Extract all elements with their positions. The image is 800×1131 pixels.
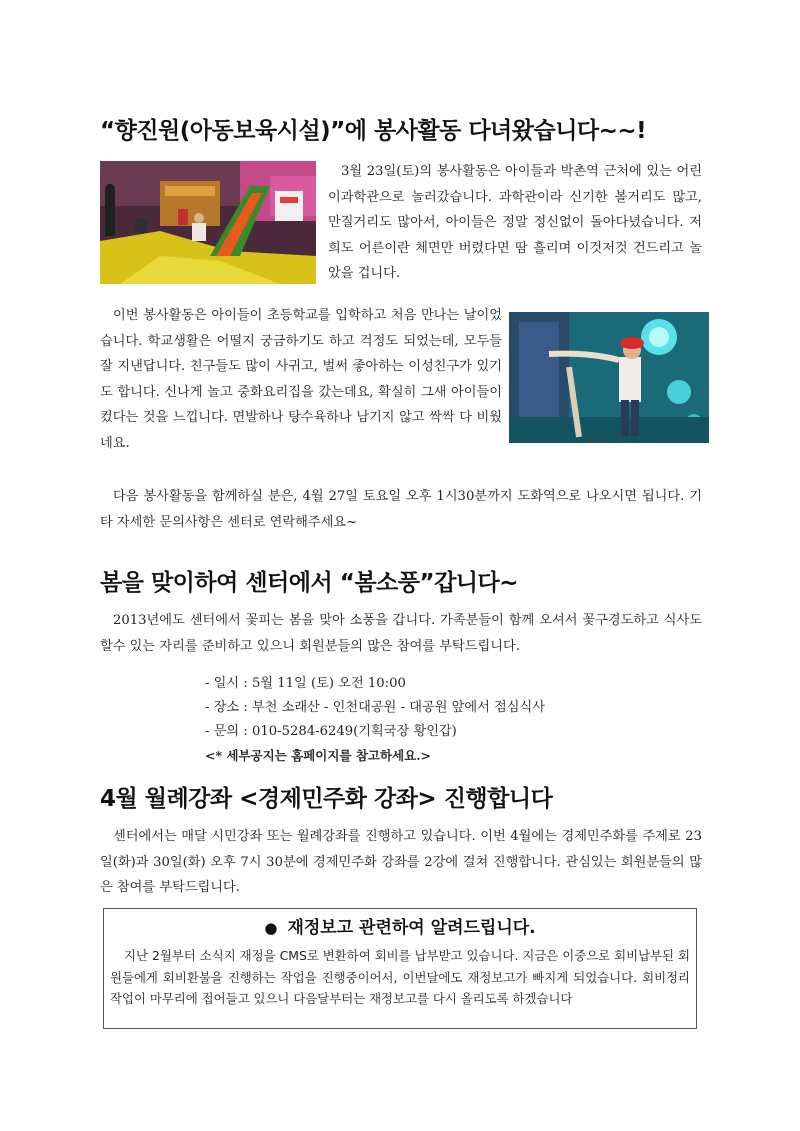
science-museum-playground-photo bbox=[100, 161, 316, 284]
picnic-details-list bbox=[205, 672, 545, 768]
volunteer-paragraph-1: 3월 23일(토)의 봉사활동은 아이들과 박촌역 근처에 있는 어린이과학관으로 놀러갔습니다. 과학관이라 신기한 볼거리도 많고, 만질거리도 많아서, 아이들은 정말 정신없이 돌아다녔습니다. 저희도 어른이란 체면만 버렸다면 땀 흘리며 이것저것 건드리고 놀았을 겁니다. bbox=[328, 164, 702, 281]
picnic-paragraph: 2013년에도 센터에서 꽃피는 봄을 맞아 소풍을 갑니다. 가족분들이 함께 오셔서 꽃구경도하고 식사도 할수 있는 자리를 준비하고 있으니 회원분들의 많은 참여를 부탁드립니다. bbox=[100, 613, 702, 654]
lecture-paragraph: 센터에서는 매달 시민강좌 또는 월례강좌를 진행하고 있습니다. 이번 4월에는 경제민주화를 주제로 23일(화)과 30일(화) 오후 7시 30분에 경제민주화 강좌를 2강에 걸쳐 진행합니다. 관심있는 회원분들의 많은 참여를 부탁드립니다. bbox=[100, 829, 702, 895]
section-title-volunteer: “향진원(아동보육시설)”에 봉사활동 다녀왔습니다~~! bbox=[100, 118, 647, 144]
finance-notice-title-text: 재정보고 관련하여 알려드립니다. bbox=[287, 918, 536, 938]
finance-notice-title bbox=[104, 913, 696, 938]
picnic-place-item: - 장소 : 부천 소래산 - 인천대공원 - 대공원 앞에서 점심식사 bbox=[205, 700, 545, 715]
picnic-date-item: - 일시 : 5월 11일 (토) 오전 10:00 bbox=[205, 676, 406, 691]
section-title-monthly-lecture: 4월 월례강좌 <경제민주화 강좌> 진행합니다 bbox=[100, 786, 553, 812]
volunteer-paragraph-3: 다음 봉사활동을 함께하실 분은, 4월 27일 토요일 오후 1시30분까지 도화역으로 나오시면 됩니다. 기타 자세한 문의사항은 센터로 연락해주세요~ bbox=[100, 489, 702, 530]
picnic-homepage-note: <* 세부공지는 홈페이지를 참고하세요.> bbox=[205, 748, 432, 763]
bullet-icon: ● bbox=[264, 919, 278, 937]
section-title-spring-picnic: 봄을 맞이하여 센터에서 “봄소풍”갑니다~ bbox=[100, 570, 519, 596]
picnic-contact-item: - 문의 : 010-5284-6249(기획국장 황인갑) bbox=[205, 724, 457, 739]
child-rope-exhibit-photo bbox=[509, 312, 709, 443]
volunteer-paragraph-2: 이번 봉사활동은 아이들이 초등학교를 입학하고 처음 만나는 날이었습니다. 학교생활은 어떨지 궁금하기도 하고 걱정도 되었는데, 모두들 잘 지낸답니다. 친구들도 많이 사귀고, 벌써 좋아하는 이성친구가 있기도 합니다. 신나게 놀고 중화요리집을 갔는데요, 확실히 그새 아이들이 컸다는 것을 느낍니다. 면발하나 탕수육하나 남기지 않고 싹싹 다 비웠네요. bbox=[100, 308, 502, 451]
finance-notice-body: 지난 2월부터 소식지 재정을 CMS로 변환하여 회비를 납부받고 있습니다. 지금은 이중으로 회비납부된 회원들에게 회비환불을 진행하는 작업을 진행중이어서, 이번달에도 재정보고가 빠지게 되었습니다. 회비정리작업이 마무리에 접어들고 있으니 다음달부터는 재정보고를 다시 올리도록 하겠습니다 bbox=[110, 948, 690, 1006]
finance-notice-box bbox=[103, 908, 697, 1029]
